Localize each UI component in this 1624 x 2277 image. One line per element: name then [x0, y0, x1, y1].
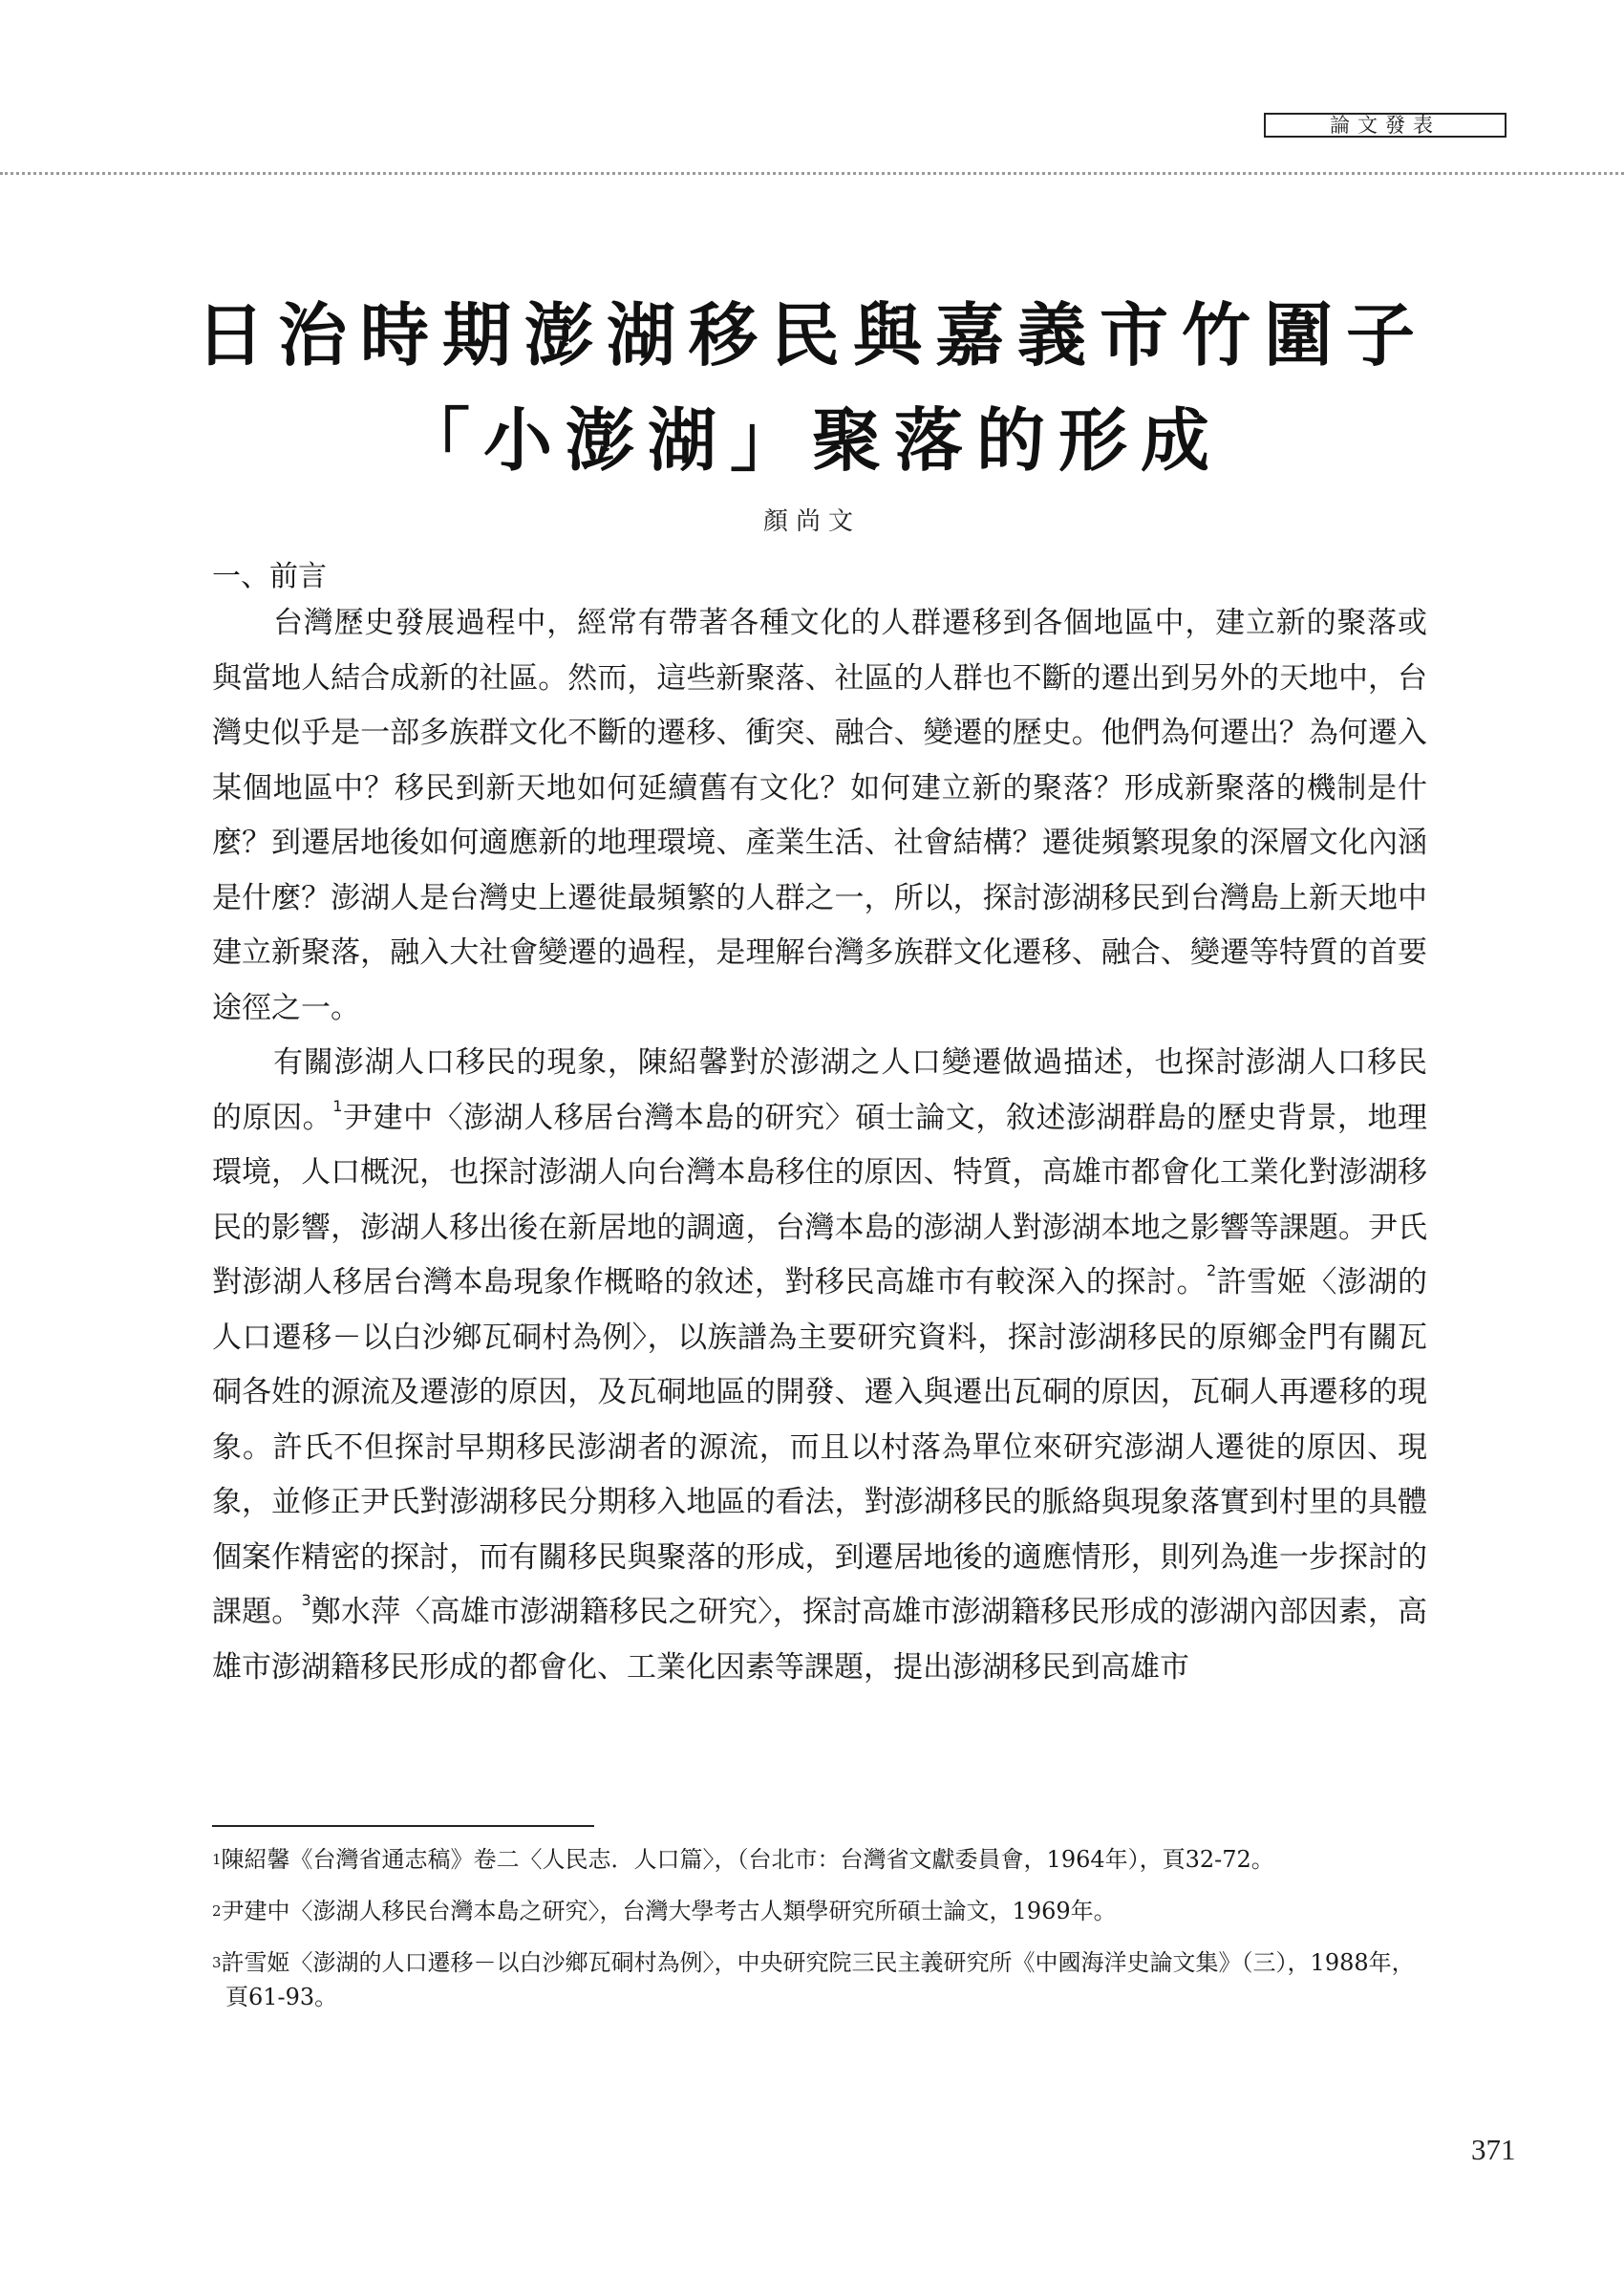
- footnote-ref-1[interactable]: 1: [332, 1096, 343, 1115]
- paragraph-2-segment-3: 許雪姬〈澎湖的人口遷移－以白沙鄉瓦硐村為例〉，以族譜為主要研究資料，探討澎湖移民的原鄉金門有關瓦硐各姓的源流及遷澎的原因，及瓦硐地區的開發、遷入與遷出瓦硐的原因，瓦硐人再遷移的現象。許氏不但探討早期移民澎湖者的源流，而且以村落為單位來研究澎湖人遷徙的原因、現象，並修正尹氏對澎湖移民分期移入地區的看法，對澎湖移民的脈絡與現象落實到村里的具體個案作精密的探討，而有關移民與聚落的形成，到遷居地後的適應情形，則列為進一步探討的課題。: [212, 1265, 1428, 1629]
- title-line-2: 「小澎湖」聚落的形成: [400, 399, 1223, 481]
- section-heading: 一、前言: [212, 560, 327, 593]
- footnote-text: 尹建中〈澎湖人移民台灣本島之研究〉，台灣大學考古人類學研究所碩士論文，1969年。: [221, 1898, 1117, 1924]
- section-tag: 論文發表: [1264, 113, 1506, 138]
- paragraph-2-segment-2: 尹建中〈澎湖人移居台灣本島的研究〉碩士論文，敘述澎湖群島的歷史背景，地理環境，人口概況，也探討澎湖人向台灣本島移住的原因、特質，高雄市都會化工業化對澎湖移民的影響，澎湖人移出後在新居地的調適，台灣本島的澎湖人對澎湖本地之影響等課題。尹氏對澎湖人移居台灣本島現象作概略的敘述，對移民高雄市有較深入的探討。: [212, 1100, 1428, 1300]
- footnote-2: [212, 1894, 1427, 1928]
- footnote-text: 陳紹馨《台灣省通志稿》卷二〈人民志．人口篇〉，（台北市：台灣省文獻委員會，1964年），頁32-72。: [221, 1846, 1274, 1873]
- paragraph-2: [212, 1036, 1427, 1695]
- footnote-number: 2: [212, 1902, 222, 1920]
- article-title: [115, 283, 1509, 493]
- footnote-ref-2[interactable]: 2: [1207, 1261, 1217, 1279]
- article-body: [212, 596, 1427, 1695]
- footnote-1: [212, 1842, 1427, 1877]
- footnote-divider: [212, 1825, 594, 1827]
- author-name: 顏尚文: [762, 507, 861, 536]
- footnote-ref-3[interactable]: 3: [301, 1591, 311, 1609]
- page-number: 371: [1471, 2133, 1516, 2166]
- paragraph-2-segment-1: 有關澎湖人口移民的現象，陳紹馨對於澎湖之人口變遷做過描述，也探討澎湖人口移民的原因。: [212, 1045, 1427, 1135]
- paragraph-2-segment-4: 鄭水萍〈高雄市澎湖籍移民之研究〉，探討高雄市澎湖籍移民形成的澎湖內部因素，高雄市澎湖籍移民形成的都會化、工業化因素等課題，提出澎湖移民到高雄市: [212, 1595, 1428, 1685]
- footnote-number: 1: [212, 1851, 222, 1868]
- paragraph-1: 台灣歷史發展過程中，經常有帶著各種文化的人群遷移到各個地區中，建立新的聚落或與當地人結合成新的社區。然而，這些新聚落、社區的人群也不斷的遷出到另外的天地中，台灣史似乎是一部多族群文化不斷的遷移、衝突、融合、變遷的歷史。他們為何遷出？為何遷入某個地區中？移民到新天地如何延續舊有文化？如何建立新的聚落？形成新聚落的機制是什麼？到遷居地後如何適應新的地理環境、產業生活、社會結構？遷徙頻繁現象的深層文化內涵是什麼？澎湖人是台灣史上遷徙最頻繁的人群之一，所以，探討澎湖移民到台灣島上新天地中建立新聚落，融入大社會變遷的過程，是理解台灣多族群文化遷移、融合、變遷等特質的首要途徑之一。: [212, 606, 1427, 1025]
- title-line-1: 日治時期澎湖移民與嘉義市竹圍子: [195, 294, 1428, 376]
- footnote-text: 許雪姬〈澎湖的人口遷移－以白沙鄉瓦硐村為例〉，中央研究院三民主義研究所《中國海洋史論文集》（三），1988年，頁61-93。: [221, 1949, 1415, 2010]
- footnote-number: 3: [212, 1954, 222, 1971]
- header-divider: [0, 172, 1624, 175]
- footnotes: [212, 1842, 1427, 2031]
- footnote-3: [212, 1945, 1427, 2014]
